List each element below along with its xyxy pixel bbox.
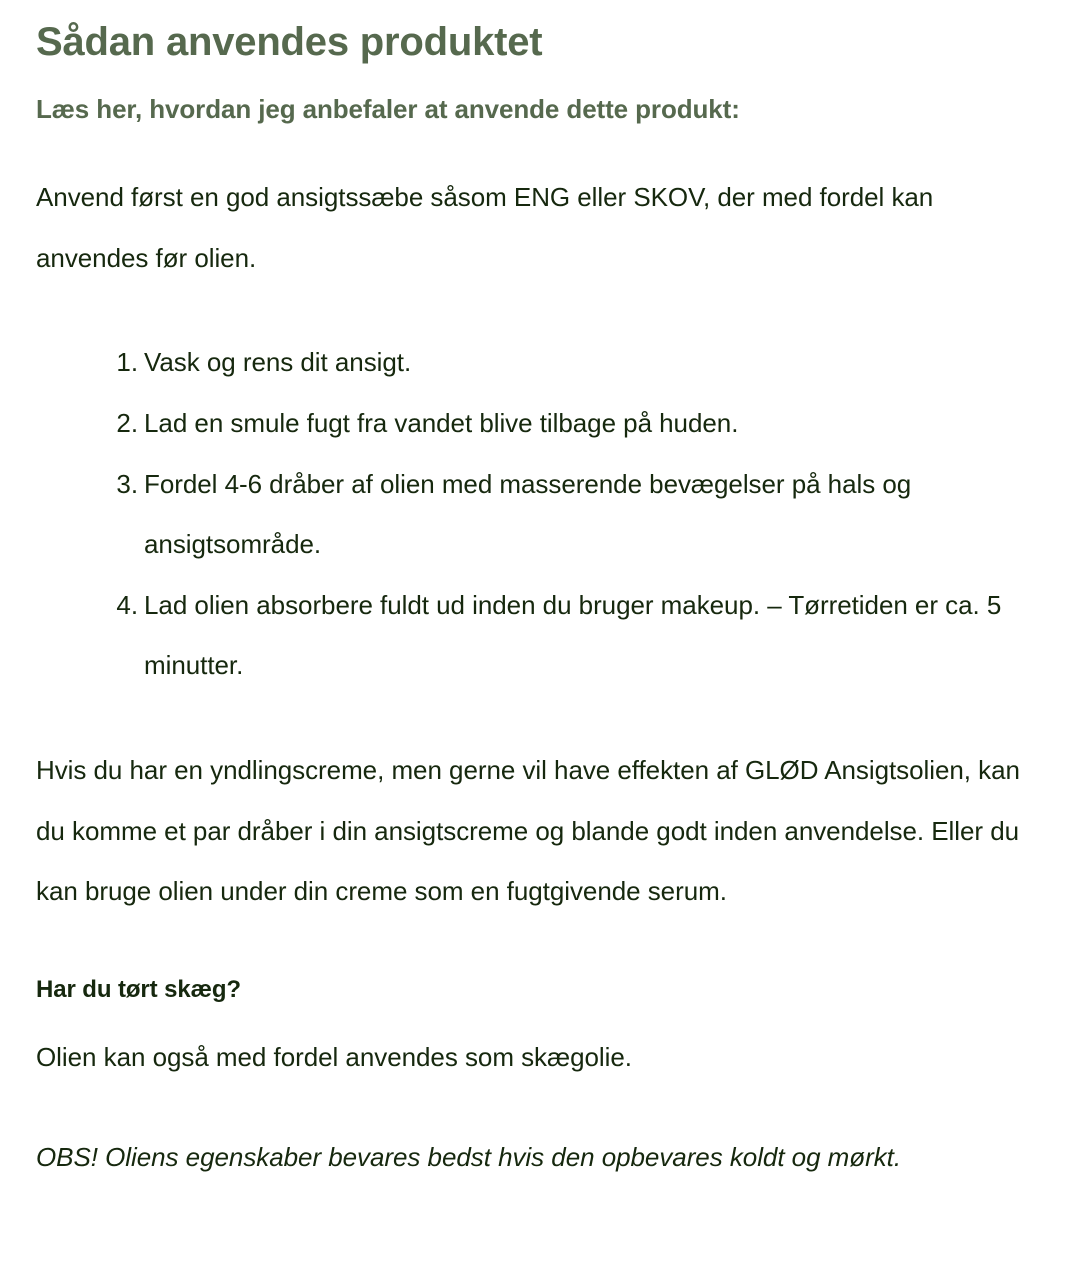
beard-section-heading: Har du tørt skæg? (36, 975, 241, 1003)
list-item: Vask og rens dit ansigt. (144, 347, 412, 378)
creme-paragraph: Hvis du har en yndlingscreme, men gerne vil have effekten af GLØD Ansigtsolien, kan du komme et par dråber i din ansigtscreme og blande godt inden anvendelse. Eller du kan bruge olien under din creme som en fugtgivende serum. (36, 754, 1020, 907)
list-item: Fordel 4-6 dråber af olien med masserende bevægelser på hals og ansigtsområde. (144, 468, 912, 560)
note-spacer (36, 1097, 1046, 1127)
page-title: Sådan anvendes produktet (36, 20, 543, 64)
intro-paragraph: Anvend først en god ansigtssæbe såsom ENG eller SKOV, der med fordel kan anvendes før olien. (36, 182, 934, 273)
list-item: Lad olien absorbere fuldt ud inden du bruger makeup. – Tørretiden er ca. 5 minutter. (144, 589, 1002, 681)
section-spacer (36, 922, 1046, 974)
list-item: Lad en smule fugt fra vandet blive tilbage på huden. (144, 408, 739, 439)
beard-paragraph: Olien kan også med fordel anvendes som skægolie. (36, 1041, 632, 1072)
page-subtitle: Læs her, hvordan jeg anbefaler at anvende dette produkt: (36, 93, 740, 124)
storage-note: OBS! Oliens egenskaber bevares bedst hvis den opbevares koldt og mørkt. (36, 1142, 902, 1173)
usage-steps-list (36, 332, 1046, 695)
